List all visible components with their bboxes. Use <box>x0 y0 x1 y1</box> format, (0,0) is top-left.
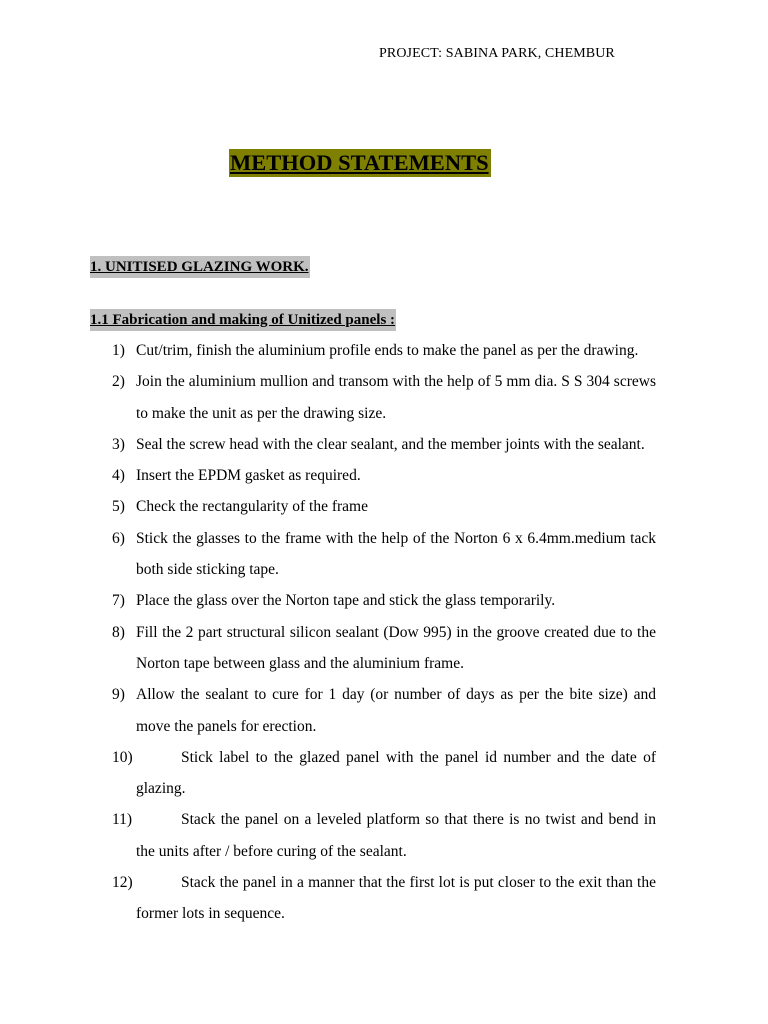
step-number: 7) <box>112 592 125 610</box>
step-text: Stick the glasses to the frame with the help of the Norton 6 x 6.4mm.medium tack both side sticking tape. <box>136 529 656 579</box>
step-text: Insert the EPDM gasket as required. <box>136 467 361 485</box>
step-text: Cut/trim, finish the aluminium profile ends to make the panel as per the drawing. <box>136 342 639 359</box>
step-number: 4) <box>112 467 125 485</box>
step-number: 5) <box>112 498 125 516</box>
step-text: Stack the panel in a manner that the first lot is put closer to the exit than the former lots in sequence. <box>136 874 656 923</box>
step-text: Allow the sealant to cure for 1 day (or number of days as per the bite size) and move the panels for erection. <box>136 686 656 735</box>
step-text: Seal the screw head with the clear sealant, and the member joints with the sealant. <box>136 435 645 453</box>
step-number: 8) <box>112 623 125 641</box>
steps-list <box>90 335 656 930</box>
list-item <box>90 742 656 805</box>
list-item <box>90 523 656 586</box>
list-item <box>90 366 656 429</box>
step-number: 10) <box>112 748 133 766</box>
step-number: 11) <box>112 811 133 829</box>
list-item <box>90 804 656 867</box>
step-number: 9) <box>112 686 125 704</box>
step-text: Join the aluminium mullion and transom with the help of 5 mm dia. S S 304 screws to make the unit as per the drawing size. <box>136 373 656 422</box>
list-item <box>90 617 656 680</box>
page-title: METHOD STATEMENTS <box>230 150 489 175</box>
list-item <box>90 867 656 930</box>
list-item <box>90 335 656 366</box>
list-item <box>90 679 656 742</box>
list-item <box>90 460 656 491</box>
step-text: Stack the panel on a leveled platform so that there is no twist and bend in the units after / before curing of the sealant. <box>136 811 656 860</box>
step-number: 3) <box>112 435 125 453</box>
step-number: 12) <box>112 874 133 892</box>
project-header: PROJECT: SABINA PARK, CHEMBUR <box>379 46 615 61</box>
list-item <box>90 585 656 616</box>
step-text: Stick label to the glazed panel with the panel id number and the date of glazing. <box>136 748 656 798</box>
list-item <box>90 491 656 522</box>
step-number: 1) <box>112 342 125 359</box>
step-number: 6) <box>112 529 125 547</box>
step-text: Place the glass over the Norton tape and stick the glass temporarily. <box>136 592 556 610</box>
subsection-heading: 1.1 Fabrication and making of Unitized panels : <box>90 309 396 331</box>
section-heading: 1. UNITISED GLAZING WORK. <box>90 256 310 278</box>
step-text: Fill the 2 part structural silicon sealant (Dow 995) in the groove created due to the Norton tape between glass and the aluminium frame. <box>136 623 656 672</box>
step-number: 2) <box>112 373 125 391</box>
list-item <box>90 429 656 460</box>
step-text: Check the rectangularity of the frame <box>136 498 368 516</box>
